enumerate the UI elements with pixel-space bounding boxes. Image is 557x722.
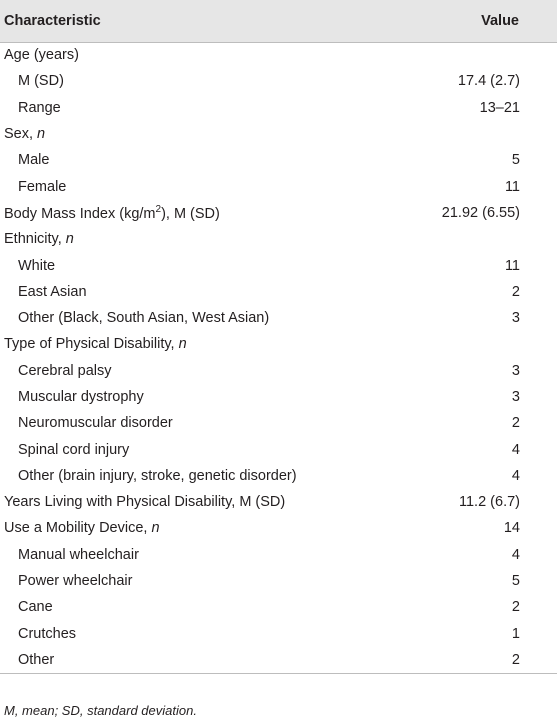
row-value: 11 xyxy=(504,178,520,195)
table-header xyxy=(0,0,557,42)
row-label: Body Mass Index $(kg/m^2)$, M (SD) xyxy=(4,204,220,222)
row-label: East Asian xyxy=(18,283,87,300)
row-value: 2 xyxy=(511,283,520,300)
row-value: 5 xyxy=(511,152,520,169)
row-value xyxy=(397,121,557,147)
row-value: 14 xyxy=(503,520,520,537)
header-characteristic: Characteristic xyxy=(0,0,397,42)
table-row xyxy=(0,252,557,278)
row-label: Type of Physical Disability, n xyxy=(4,336,187,353)
table-row xyxy=(0,121,557,147)
table-row xyxy=(0,95,557,121)
row-label: Muscular dystrophy xyxy=(18,389,144,405)
row-value: 4 xyxy=(511,467,520,484)
table-row xyxy=(0,226,557,252)
table-row xyxy=(0,358,557,384)
row-value: 21.92 (6.55) xyxy=(441,204,520,221)
table-row xyxy=(0,489,557,515)
header-value: Value xyxy=(397,0,557,42)
row-label: Spinal cord injury xyxy=(18,441,130,458)
row-label: Male xyxy=(18,152,50,169)
row-value: 3 xyxy=(511,389,520,405)
table-row xyxy=(0,594,557,620)
row-label: Ethnicity, n xyxy=(4,231,74,248)
row-label: Use a Mobility Device, n xyxy=(4,520,160,537)
row-value: 11 xyxy=(504,257,520,274)
table-row xyxy=(0,331,557,357)
table-row xyxy=(0,305,557,331)
row-label: Neuromuscular disorder xyxy=(18,415,173,432)
row-value: 4 xyxy=(511,441,520,458)
row-label: Other (Black, South Asian, West Asian) xyxy=(18,310,270,327)
row-label: M (SD) xyxy=(18,73,64,90)
row-value xyxy=(397,42,557,68)
table-row xyxy=(0,647,557,673)
row-label: Crutches xyxy=(18,625,77,642)
table-row xyxy=(0,621,557,647)
table-row xyxy=(0,463,557,489)
table-row xyxy=(0,279,557,305)
table-row xyxy=(0,515,557,541)
row-value: 5 xyxy=(511,573,520,590)
table-row xyxy=(0,542,557,568)
row-value: 3 xyxy=(511,362,520,379)
row-label: White xyxy=(18,257,56,274)
header-row xyxy=(0,0,557,42)
row-value: 1 xyxy=(511,625,520,642)
table-row xyxy=(0,436,557,462)
row-value: 2 xyxy=(511,415,520,432)
row-label: Other (brain injury, stroke, genetic disorder) xyxy=(18,467,297,484)
row-label: Manual wheelchair xyxy=(18,546,139,563)
row-label: Power wheelchair xyxy=(18,573,133,590)
row-value: 3 xyxy=(511,310,520,327)
row-value: 11.2 (6.7) xyxy=(459,494,520,511)
row-label: Other xyxy=(18,651,55,668)
table-body xyxy=(0,42,557,673)
row-label: Cerebral palsy xyxy=(18,362,112,379)
row-value xyxy=(397,331,557,357)
table-row xyxy=(0,68,557,94)
row-value: 2 xyxy=(511,651,520,668)
table-row xyxy=(0,42,557,68)
row-value: 13–21 xyxy=(479,99,520,116)
table-row xyxy=(0,568,557,594)
row-label: Female xyxy=(18,178,67,195)
row-label: Age (years) xyxy=(4,47,79,64)
table-footnote: M, mean; SD, standard deviation. xyxy=(4,703,197,718)
row-label: Years Living with Physical Disability, M (SD) xyxy=(4,494,286,511)
table-row xyxy=(0,173,557,199)
row-value: 2 xyxy=(511,599,520,616)
table-row xyxy=(0,147,557,173)
row-label: Cane xyxy=(18,599,53,616)
row-value xyxy=(397,226,557,252)
row-label: Sex, n xyxy=(4,126,46,143)
table-row xyxy=(0,410,557,436)
row-value: 4 xyxy=(511,546,520,563)
table-row xyxy=(0,384,557,410)
table-row xyxy=(0,200,557,226)
row-value: 17.4 (2.7) xyxy=(457,73,520,90)
row-label: Range xyxy=(18,99,61,116)
